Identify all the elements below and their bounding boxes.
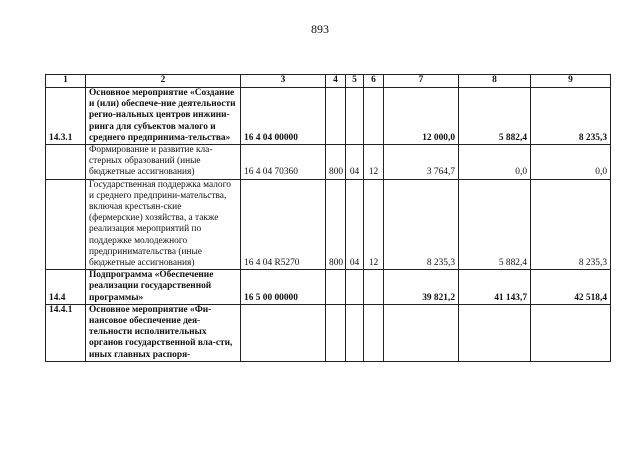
row-amount-c8: 41 143,7 xyxy=(459,270,531,305)
row-c4: 800 xyxy=(326,179,346,270)
row-amount-c9: 8 235,3 xyxy=(531,88,611,145)
row-amount-c8 xyxy=(459,304,531,361)
header-cell: 7 xyxy=(384,75,459,88)
header-cell: 4 xyxy=(326,75,346,88)
row-amount-c8: 5 882,4 xyxy=(459,88,531,145)
table-row xyxy=(46,304,611,361)
row-number xyxy=(46,179,86,270)
budget-table xyxy=(45,74,611,362)
row-amount-c9: 42 518,4 xyxy=(531,270,611,305)
row-c4 xyxy=(326,304,346,361)
row-c4 xyxy=(326,270,346,305)
header-cell: 6 xyxy=(364,75,384,88)
page-number: 893 xyxy=(311,22,329,36)
header-cell: 8 xyxy=(459,75,531,88)
row-name: Основное мероприятие «Создание и (или) обеспече-ние деятельности регио-нальных центров инжини-ринга для субъектов малого и среднего предпринима-тельства» xyxy=(86,88,241,145)
row-code: 16 4 04 00000 xyxy=(241,88,326,145)
row-name: Формирование и развитие кла-стерных образований (иные бюджетные ассигнования) xyxy=(86,145,241,180)
header-cell: 9 xyxy=(531,75,611,88)
table-row xyxy=(46,270,611,305)
row-c5 xyxy=(346,270,364,305)
row-amount-c7: 39 821,2 xyxy=(384,270,459,305)
table-row xyxy=(46,145,611,180)
row-c5 xyxy=(346,304,364,361)
table-row xyxy=(46,179,611,270)
row-code: 16 4 04 70360 xyxy=(241,145,326,180)
row-name: Государственная поддержка малого и среднего предприни-мательства, включая крестьян-ские (фермерские) хозяйства, а также реализация мероприятий по поддержке молодежного предпринимательства (иные бюджетные ассигнования) xyxy=(86,179,241,270)
row-amount-c9: 8 235,3 xyxy=(531,179,611,270)
row-c5: 04 xyxy=(346,179,364,270)
table-row xyxy=(46,88,611,145)
row-amount-c9 xyxy=(531,304,611,361)
row-c5 xyxy=(346,88,364,145)
row-c6: 12 xyxy=(364,145,384,180)
header-cell: 2 xyxy=(86,75,241,88)
row-c6 xyxy=(364,304,384,361)
row-c6 xyxy=(364,88,384,145)
row-name: Подпрограмма «Обеспечение реализации государственной программы» xyxy=(86,270,241,305)
row-number: 14.3.1 xyxy=(46,88,86,145)
row-number: 14.4 xyxy=(46,270,86,305)
header-cell: 3 xyxy=(241,75,326,88)
row-name: Основное мероприятие «Фи-нансовое обеспечение дея-тельности исполнительных органов государственной вла-сти, иных главных распоря- xyxy=(86,304,241,361)
row-number: 14.4.1 xyxy=(46,304,86,361)
row-code: 16 5 00 00000 xyxy=(241,270,326,305)
header-row xyxy=(46,75,611,88)
row-c4 xyxy=(326,88,346,145)
row-number xyxy=(46,145,86,180)
row-amount-c9: 0,0 xyxy=(531,145,611,180)
row-c6: 12 xyxy=(364,179,384,270)
row-amount-c7: 12 000,0 xyxy=(384,88,459,145)
row-c4: 800 xyxy=(326,145,346,180)
row-amount-c8: 0,0 xyxy=(459,145,531,180)
header-cell: 5 xyxy=(346,75,364,88)
row-amount-c7: 3 764,7 xyxy=(384,145,459,180)
row-code: 16 4 04 R5270 xyxy=(241,179,326,270)
row-amount-c7: 8 235,3 xyxy=(384,179,459,270)
row-c6 xyxy=(364,270,384,305)
row-code xyxy=(241,304,326,361)
row-amount-c7 xyxy=(384,304,459,361)
row-amount-c8: 5 882,4 xyxy=(459,179,531,270)
row-c5: 04 xyxy=(346,145,364,180)
header-cell: 1 xyxy=(46,75,86,88)
